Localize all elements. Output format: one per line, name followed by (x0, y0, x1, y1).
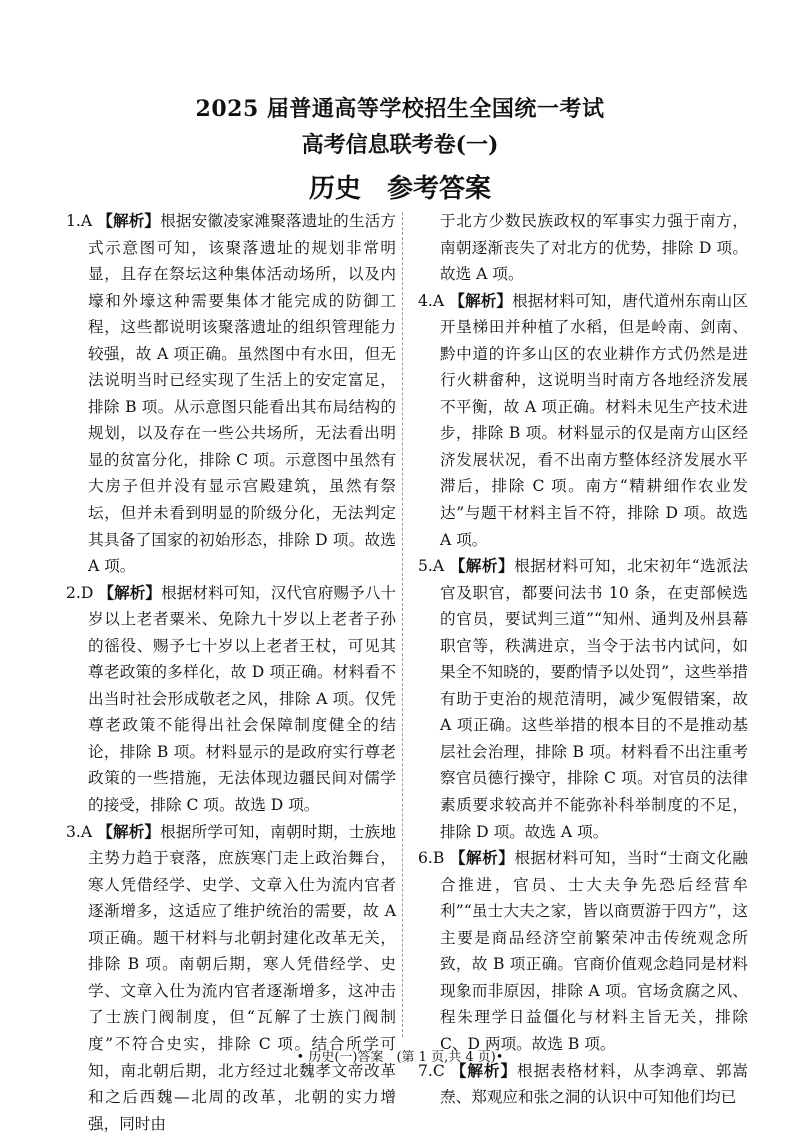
analysis-tag: 【解析】 (449, 557, 515, 576)
analysis-tag: 【解析】 (97, 822, 161, 841)
answer-item-1 (66, 208, 396, 580)
answer-text: 根据材料可知，北宋初年“选派法官及职官，都要问法书 10 条，在吏部候选的官员，要试判三道”“知州、通判及州县幕职官等，秩满进京，当令于法书内试问，如果全不知晓的，要酌情予以处罚”，这些举措有助于吏治的规范清明，减少冤假错案，故 A 项正确。这些举措的根本目的不是推动基层社会治理，排除 B 项。材料看不出注重考察官员德行操守，排除 C 项。对官员的法律素质要求较高并不能弥补科举制度的不足，排除 D 项。故选 A 项。 (440, 557, 748, 841)
answer-number: 3.A (66, 822, 93, 841)
exam-subtitle: 高考信息联考卷(一) (301, 132, 499, 158)
analysis-tag: 【解析】 (98, 583, 162, 602)
answer-item-3 (66, 819, 396, 1137)
answer-number: 4.A (418, 291, 445, 310)
analysis-tag: 【解析】 (449, 291, 513, 310)
answer-item-3-continued (418, 208, 748, 288)
analysis-tag: 【解析】 (97, 212, 161, 230)
answer-text: 根据表格材料，从李鸿章、郭嵩焘、郑观应和张之洞的认识中可知他们均已 (440, 1061, 748, 1107)
answer-item-5 (418, 553, 748, 845)
answer-text: 根据材料可知，汉代官府赐予八十岁以上老者粟米、免除九十岁以上老者子孙的徭役、赐予七十岁以上老者王杖，可见其尊老政策的多样化，故 D 项正确。材料看不出当时社会形成敬老之风，排除 A 项。仅凭尊老政策不能得出社会保障制度健全的结论，排除 B 项。材料显示的是政府实行尊老政策的一些措施，无法体现边疆民间对儒学的接受，排除 C 项。故选 D 项。 (88, 583, 396, 815)
answer-number: 7.C (418, 1061, 445, 1080)
answer-text: 于北方少数民族政权的军事实力强于南方，南朝逐渐丧失了对北方的优势，排除 D 项。故选 A 项。 (440, 212, 748, 284)
exam-title: 2025 届普通高等学校招生全国统一考试 (195, 96, 605, 122)
answer-number: 5.A (418, 557, 445, 576)
answer-text: 根据所学可知，南朝时期，士族地主势力趋于衰落，庶族寒门走上政治舞台，寒人凭借经学、史学、文章入仕为流内官者逐渐增多，这适应了维护统治的需要，故 A 项正确。题干材料与北朝封建化改革无关，排除 B 项。南朝后期，寒人凭借经学、史学、文章入仕为流内官者逐渐增多，这冲击了士族门阀制度，但“瓦解了士族门阀制度”不符合史实，排除 C 项。结合所学可知，南北朝后期，北方经过北魏孝文帝改革和之后西魏—北周的改革，北朝的实力增强，同时由 (88, 822, 396, 1133)
answer-item-4 (418, 288, 748, 553)
right-column (418, 208, 748, 1111)
analysis-tag: 【解析】 (450, 1061, 518, 1080)
answer-number: 1.A (66, 212, 93, 230)
answer-text: 根据安徽凌家滩聚落遗址的生活方式示意图可知，该聚落遗址的规划非常明显，且存在祭坛这种集体活动场所，以及内壕和外壕这种需要集体才能完成的防御工程，这些都说明该聚落遗址的组织管理能力较强，故 A 项正确。虽然图中有水田，但无法说明当时已经实现了生活上的安定富足，排除 B 项。从示意图只能看出其布局结构的规划，以及存在一些公共场所，无法看出明显的贫富分化，排除 C 项。示意图中虽然有大房子但并没有显示宫殿建筑，虽然有祭坛，但并未看到明显的阶级分化，无法判定其具备了国家的初始形态，排除 D 项。故选 A 项。 (88, 212, 396, 576)
answer-item-7 (418, 1058, 748, 1111)
subject-title: 历史 参考答案 (308, 174, 491, 204)
answer-number: 6.B (418, 849, 445, 868)
left-column (66, 208, 396, 1137)
column-divider (402, 212, 403, 1037)
answer-text: 根据材料可知，唐代道州东南山区开垦梯田并种植了水稻，但是岭南、剑南、黔中道的许多山区的农业耕作方式仍然是进行火耕畲种，这说明当时南方各地经济发展不平衡，故 A 项正确。材料未见生产技术进步，排除 B 项。材料显示的仅是南方山区经济发展状况，看不出南方整体经济发展水平滞后，排除 C 项。南方“精耕细作农业发达”与题干材料主旨不符，排除 D 项。故选 A 项。 (440, 291, 748, 549)
page-footer: • 历史(一)答案 (第 1 页,共 4 页)• (296, 1050, 504, 1065)
answer-number: 2.D (66, 583, 94, 602)
answer-item-2 (66, 580, 396, 819)
analysis-tag: 【解析】 (449, 849, 515, 868)
answer-item-6 (418, 845, 748, 1057)
answer-text: 根据材料可知，当时“士商文化融合推进，官员、士大夫争先恐后经营牟利”“虽士大夫之家，皆以商贾游于四方”，这主要是商品经济空前繁荣冲击传统观念所致，故 B 项正确。官商价值观念趋同是材料现象而非原因，排除 A 项。官场贪腐之风、程朱理学日益僵化与材料主旨无关，排除 C、D 两项。故选 B 项。 (440, 849, 748, 1053)
